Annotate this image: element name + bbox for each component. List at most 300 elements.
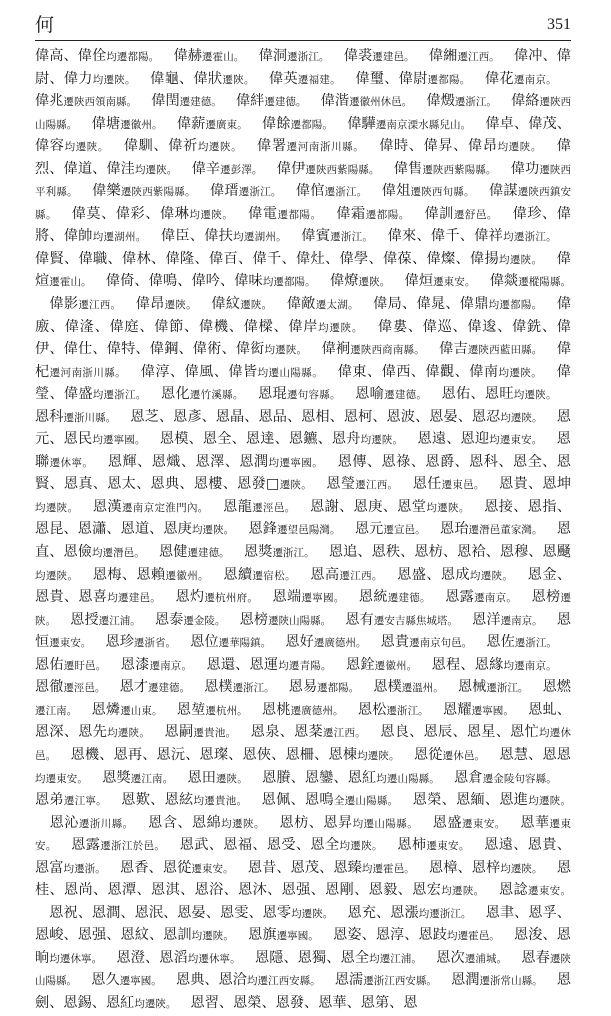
entry-names: 恩虬、恩深、恩先	[35, 701, 571, 741]
genealogy-entry	[255, 950, 422, 966]
genealogy-entry	[262, 770, 440, 786]
entry-names: 恩桂、恩尚、恩潭、恩淇、恩浴、恩沐、恩强、恩剛、恩毅、恩宏	[35, 859, 572, 899]
header-rule	[35, 40, 571, 41]
entry-migration-note: 遷徽州。	[165, 569, 209, 582]
genealogy-entry	[394, 161, 497, 177]
genealogy-entry	[35, 409, 116, 425]
entry-names: 偉莫、偉彩、偉琳	[71, 205, 190, 222]
entry-names: 恩華	[519, 814, 550, 831]
genealogy-entry	[210, 183, 282, 199]
entry-migration-note: 遷都陽。	[317, 682, 360, 695]
running-head-title: 何	[35, 14, 56, 36]
genealogy-entry	[301, 228, 373, 244]
entry-migration-note: 遷陝。	[240, 299, 273, 312]
entry-migration-note: 遷建德。	[147, 682, 190, 695]
genealogy-entry	[348, 905, 472, 921]
entry-migration-note: 遷浙江。	[514, 637, 557, 650]
entry-migration-note: 遷陝西旬縣。	[410, 186, 475, 199]
entry-migration-note: 遷涇邑。	[252, 501, 296, 514]
genealogy-entry	[381, 634, 473, 650]
entry-names: 恩梅、恩賴	[92, 566, 166, 583]
genealogy-entry	[445, 589, 517, 605]
entry-migration-note: 均遷陝。	[528, 795, 571, 808]
genealogy-entry	[176, 972, 321, 988]
entry-names: 恩芝、恩彥、恩晶、恩品、恩相、恩柯、恩波、恩晏、恩忍	[130, 408, 501, 425]
entry-migration-note: 遷盱邑。	[63, 659, 107, 672]
entry-migration-note: 遷東安。	[191, 862, 234, 875]
genealogy-entry	[432, 815, 505, 831]
entry-migration-note: 均遷山陽縣。	[376, 772, 440, 785]
entry-migration-note: 遷陝。	[222, 73, 255, 86]
genealogy-entry	[244, 544, 315, 560]
genealogy-entry	[105, 634, 176, 650]
entry-names: 偉裥	[321, 341, 351, 358]
entry-names: 偉龜、偉狀	[149, 70, 223, 87]
entry-migration-note: 遷江西。	[355, 479, 399, 492]
genealogy-entry	[248, 206, 322, 222]
entry-names: 恩獎	[102, 769, 131, 786]
entry-migration-note: 遷浙江。	[287, 51, 330, 63]
entry-migration-note: 遷江西。	[457, 51, 500, 63]
entry-migration-note: 遷陝。	[358, 276, 391, 289]
genealogy-entry	[256, 138, 364, 154]
entry-migration-note: 均遷都陽。	[262, 276, 316, 289]
genealogy-entry	[120, 679, 190, 695]
genealogy-entry	[240, 612, 332, 628]
entry-names: 恩堃	[176, 701, 206, 718]
entry-migration-note: 均遷寧國。	[268, 456, 324, 469]
entry-names: 恩劍、恩錫、恩紅	[35, 972, 572, 1011]
entry-names: 偉赫	[173, 48, 203, 64]
entry-names: 恩貴	[380, 634, 410, 651]
entry-names: 恩燐	[91, 701, 121, 718]
entry-names: 恩桃	[261, 701, 291, 718]
entry-migration-note: 均遷陝。	[221, 817, 265, 830]
entry-migration-note: 均遷陝。	[500, 862, 543, 875]
entry-migration-note: 遷句容縣。	[287, 389, 341, 402]
entry-migration-note: 遷寧國。	[471, 704, 514, 717]
entry-names: 偉塘	[91, 115, 121, 132]
entry-migration-note: 均遷東安。	[35, 772, 88, 785]
genealogy-entry	[387, 228, 556, 244]
entry-names: 恩沁	[49, 814, 79, 831]
entry-migration-note: 均遷陝。	[264, 344, 308, 357]
entry-migration-note: 遷浙江西安縣。	[363, 975, 437, 988]
entry-migration-note: 遷浦城。	[464, 952, 508, 965]
entry-names: 恩授	[70, 611, 99, 628]
entry-names: 偉影	[49, 296, 79, 313]
entry-names: 恩喻	[354, 386, 385, 403]
entry-names: 偉時、偉昇、偉昂	[378, 138, 498, 155]
entry-names: 恩良、恩辰、恩星、恩忙	[380, 724, 540, 741]
entry-migration-note: 遷東邑。	[441, 479, 485, 492]
genealogy-entry	[426, 93, 497, 109]
entry-names: 恩泉、恩棻	[250, 724, 323, 741]
genealogy-entry	[92, 183, 196, 199]
entry-migration-note: 均遷江浦。	[369, 952, 423, 965]
entry-names: 恩好	[285, 634, 314, 651]
entry-names: 偉廒、偉湰、偉庭、偉節、偉機、偉樑、偉岸	[35, 296, 572, 335]
entry-migration-note: 遷南京定淮門內。	[121, 501, 209, 514]
entry-migration-note: 遷竹溪縣。	[189, 389, 244, 402]
entry-migration-note: 遷宿松。	[252, 569, 296, 582]
entry-names: 恩佑、恩旺	[441, 386, 514, 403]
entry-names: 恩械	[457, 679, 487, 696]
genealogy-entry	[35, 48, 159, 64]
entry-names: 恩聿、恩孚、恩峻、恩强、恩紋、恩訓	[35, 904, 571, 944]
genealogy-entry	[190, 634, 271, 650]
entry-names: 恩姿、恩淳、恩跂	[333, 927, 448, 944]
genealogy-entry	[223, 499, 296, 515]
genealogy-entry	[161, 228, 287, 244]
genealogy-entry	[443, 702, 514, 718]
entry-migration-note: 遷彭澤。	[220, 163, 263, 176]
entry-migration-note: 遷寧國。	[119, 975, 162, 988]
genealogy-entry	[107, 454, 323, 470]
entry-names: 偉珍、偉將、偉帥	[35, 205, 571, 245]
entry-migration-note: 均遷休寧。	[49, 952, 103, 965]
entry-migration-note: 均遷陝。	[339, 840, 383, 853]
genealogy-entry	[310, 567, 383, 583]
entry-migration-note: 遷陝山陽縣。	[35, 952, 572, 988]
genealogy-entry	[382, 183, 475, 199]
entry-names: 偉冲、偉尉、偉力	[35, 48, 571, 87]
entry-names: 恩追、恩秩、恩枋、恩袷、恩穆、恩颾	[328, 544, 571, 561]
genealogy-entry	[262, 702, 344, 718]
entry-names: 恩鋒	[248, 521, 278, 538]
entry-names: 恩元	[354, 521, 384, 538]
genealogy-entry	[279, 815, 418, 831]
entry-migration-note: 遷浙省。	[133, 637, 176, 650]
entry-names: 恩慧、恩恩	[499, 746, 571, 763]
entry-migration-note: 遷陝西山陽縣。	[35, 96, 572, 131]
genealogy-entry	[35, 251, 542, 267]
entry-migration-note: 均遷陝。	[441, 885, 485, 898]
entry-names: 偉燎	[329, 273, 359, 290]
genealogy-entry	[310, 499, 470, 515]
entry-names: 恩才	[119, 679, 148, 696]
entry-migration-note: 遷建德。	[384, 389, 428, 402]
entry-names: 恩泰	[154, 611, 184, 628]
entry-migration-note: 遷都陽。	[365, 208, 410, 221]
entry-migration-note: 遷南京句邑。	[409, 637, 473, 650]
entry-names: 恩直、恩儉	[35, 521, 572, 561]
entry-migration-note: 均遷浙江。	[92, 389, 147, 402]
entry-names: 偉來、偉千、偉祥	[387, 228, 504, 245]
entry-names: 恩嗣	[164, 724, 194, 741]
entry-names: 恩枋、恩昇	[279, 814, 353, 831]
entry-names: 偉東、偉西、偉觀、偉南	[337, 363, 499, 380]
entry-names: 偉局、偉晁、偉鼎	[372, 296, 489, 313]
entry-names: 恩漆	[120, 656, 150, 673]
entry-names: 偉裘	[343, 48, 373, 64]
entry-migration-note: 遷南京。	[500, 614, 543, 627]
entry-names: 偉馴、偉祈	[123, 138, 198, 155]
entry-names: 偉絡	[511, 93, 540, 110]
entry-migration-note: 均遷陝。	[134, 997, 177, 1010]
entry-migration-note: 遷望邑陽灣。	[277, 524, 341, 537]
genealogy-entry	[269, 71, 341, 87]
entry-migration-note: 遷陝西藍田縣。	[467, 344, 543, 357]
entry-migration-note: 均遷山陽縣。	[352, 817, 419, 830]
entry-names: 恩榜	[531, 589, 561, 606]
entry-migration-note: 均遷陝。	[360, 434, 404, 447]
entry-names: 恩露	[70, 837, 101, 854]
entry-names: 偉功	[510, 160, 540, 177]
entry-migration-note: 遷東安。	[528, 885, 571, 898]
entry-names: 偉瑨	[209, 183, 239, 200]
entry-migration-note: 遷浙江。	[330, 231, 374, 244]
entry-migration-note: 遷金陵。	[183, 614, 226, 627]
genealogy-entry	[259, 48, 330, 64]
entry-names: 偉吉	[439, 341, 468, 358]
entry-migration-note: 遷都陽。	[290, 118, 333, 131]
entry-migration-note: 遷江西。	[322, 727, 366, 740]
genealogy-entry	[326, 476, 398, 492]
entry-migration-note: 遷山東。	[120, 704, 163, 717]
entry-names: 恩典、恩洽	[175, 972, 248, 989]
genealogy-entry	[458, 679, 528, 695]
entry-migration-note: 均遷浙江。	[503, 231, 557, 244]
entry-names: 恩科	[35, 408, 64, 425]
entry-migration-note: 遷浙江。	[272, 547, 315, 560]
entry-migration-note: 均遷建邑。	[107, 592, 161, 605]
entry-names: 偉兆	[35, 93, 64, 110]
entry-names: 偉緗	[428, 48, 458, 64]
genealogy-entry	[472, 612, 543, 628]
entry-migration-note: 均遷陝。	[92, 73, 136, 86]
entry-migration-note: 遷休邑。	[442, 749, 486, 762]
entry-migration-note: 遷陝西紫陽縣。	[120, 186, 196, 199]
genealogy-entry	[359, 589, 431, 605]
entry-names: 恩金、恩貴、恩喜	[35, 566, 572, 606]
entry-migration-note: 遷陝西紫陽縣。	[422, 163, 497, 176]
entry-migration-note: 遷太湖。	[315, 299, 359, 312]
genealogy-entry	[486, 634, 557, 650]
genealogy-entry	[397, 837, 470, 853]
entry-migration-note: 遷建德。	[264, 96, 307, 109]
genealogy-entry	[211, 296, 272, 312]
entry-names: 恩銓	[345, 656, 375, 673]
entry-names: 恩珆	[439, 521, 469, 538]
entry-names: 恩聯	[35, 431, 571, 470]
entry-migration-note: 遷建德。	[187, 547, 230, 560]
entry-migration-note: 遷陝。	[164, 299, 197, 312]
genealogy-entry	[177, 702, 248, 718]
entry-names: 恩諗	[498, 882, 529, 899]
entry-migration-note: 遷徽州。	[374, 659, 418, 672]
genealogy-entry	[451, 972, 543, 988]
entry-names: 偉謀	[488, 183, 518, 200]
genealogy-entry	[130, 409, 542, 425]
entry-migration-note: 遷陝西紫陽縣。	[305, 163, 380, 176]
genealogy-entry	[173, 48, 244, 64]
genealogy-entry	[93, 499, 209, 515]
entry-migration-note: 遷寧國。	[276, 930, 319, 943]
entry-names: 恩傳、恩祿、恩爵、恩科、恩全、恩賢、恩真、恩太、恩典、恩樓、恩發□	[35, 453, 571, 493]
genealogy-entry	[436, 950, 507, 966]
entry-migration-note: 遷樅陽縣。	[518, 276, 572, 289]
entry-names: 恩盛	[432, 814, 462, 831]
genealogy-entry	[49, 905, 333, 921]
entry-migration-note: 均遷陝。	[64, 141, 110, 154]
genealogy-entry	[206, 657, 331, 673]
genealogy-entry	[136, 296, 197, 312]
entry-names: 偉閏	[151, 93, 180, 110]
entry-migration-note: 均遷貴池。	[193, 795, 248, 808]
entry-migration-note: 均遷休寧。	[187, 952, 241, 965]
entry-names: 恩弟	[35, 792, 64, 809]
entry-names: 偉辛	[191, 160, 221, 177]
entry-names: 恩還、恩運	[206, 656, 279, 673]
entry-migration-note: 均遷東安。	[489, 434, 543, 447]
entry-migration-note: 遷都陽。	[277, 208, 322, 221]
entry-names: 恩昔、恩茂、恩臻	[247, 859, 362, 876]
genealogy-entry	[345, 612, 458, 628]
genealogy-entry	[148, 815, 265, 831]
genealogy-entry	[35, 792, 107, 808]
entry-migration-note: 遷貴池。	[193, 727, 237, 740]
entry-migration-note: 均遷陝。	[191, 930, 234, 943]
genealogy-entry	[70, 612, 141, 628]
entry-migration-note: 均遷湖州。	[92, 231, 147, 244]
entry-names: 恩灼	[175, 589, 205, 606]
genealogy-entry	[289, 679, 359, 695]
entry-migration-note: 均遷陝。	[357, 749, 400, 762]
genealogy-entry	[159, 544, 230, 560]
entry-migration-note: 遷安吉縣焦城塔。	[373, 614, 458, 627]
entry-names: 偉倚、偉鳴、偉吟、偉味	[105, 273, 263, 290]
entry-migration-note: 遷寧國。	[301, 592, 345, 605]
entry-migration-note: 均遷陝。	[134, 163, 178, 176]
genealogy-entry	[236, 93, 307, 109]
page-number: 351	[547, 16, 571, 33]
genealogy-entry	[346, 657, 418, 673]
entry-names: 偉璽、偉尉	[355, 70, 428, 87]
entry-names: 恩旗	[248, 927, 277, 944]
entry-migration-note: 遷江南。	[130, 772, 174, 785]
entry-migration-note: 均遷陝。	[197, 141, 243, 154]
genealogy-entry	[140, 364, 323, 380]
genealogy-entry	[204, 679, 274, 695]
entry-migration-note: 遷浙江。	[238, 186, 282, 199]
entry-names: 偉薪	[176, 115, 206, 132]
entry-names: 偉餘	[261, 115, 291, 132]
entry-names: 恩倉	[454, 769, 483, 786]
entry-names: 恩琨	[257, 386, 287, 403]
entry-migration-note: 遷河南浙川縣。	[49, 366, 127, 379]
genealogy-entry	[35, 93, 137, 109]
genealogy-entry	[296, 183, 368, 199]
genealogy-entry	[248, 860, 415, 876]
entry-migration-note: 遷浙江。	[486, 682, 529, 695]
entry-migration-note: 遷溫州。	[401, 682, 444, 695]
entry-migration-note: 遷華陽鎮。	[218, 637, 272, 650]
entry-names: 偉煊	[35, 250, 571, 290]
entry-names: 偉署	[256, 138, 287, 155]
entry-names: 恩端	[272, 589, 302, 606]
entry-migration-note: 遷浙江於邑。	[100, 840, 166, 853]
genealogy-entry	[337, 364, 542, 380]
entry-names: 恩潤	[451, 972, 480, 989]
entry-migration-note: 遷徽州休邑。	[349, 96, 413, 109]
genealogy-entry	[490, 273, 571, 289]
entry-names: 恩易	[288, 679, 318, 696]
genealogy-entry	[71, 837, 165, 853]
entry-migration-note: 遷江浦。	[98, 614, 141, 627]
entry-migration-note: 遷陝西鎮安縣。	[35, 186, 572, 221]
genealogy-entry	[285, 634, 366, 650]
entry-migration-note: 遷舒邑。	[453, 208, 498, 221]
entry-migration-note: 均遷潛邑。	[91, 547, 145, 560]
genealogy-entry	[413, 792, 571, 808]
entry-migration-note: 均遷陝。	[189, 208, 234, 221]
entry-names: 偉敵	[286, 296, 316, 313]
entry-names: 偉昂	[135, 296, 165, 313]
entry-names: 偉烜	[404, 273, 434, 290]
entry-migration-note: 均遷陝。	[469, 569, 514, 582]
genealogy-entry	[192, 161, 263, 177]
entry-migration-note: 遷廣德州。	[313, 637, 367, 650]
genealogy-entry	[272, 589, 344, 605]
entry-names: 恩洋	[472, 611, 501, 628]
entry-names: 恩賸、恩鑾、恩紅	[261, 769, 377, 786]
genealogy-entry	[116, 950, 240, 966]
entry-migration-note: 遷浙川縣。	[78, 817, 134, 830]
entry-migration-note: 遷徽州。	[120, 118, 163, 131]
entry-migration-note: 遷潛邑董家灣。	[468, 524, 543, 537]
genealogy-entry	[93, 567, 209, 583]
entry-names: 恩輝、恩熾、恩澤、恩潤	[107, 453, 269, 470]
entry-names: 偉售	[393, 160, 423, 177]
entry-names: 恩程、恩緣	[431, 656, 504, 673]
entry-migration-note: 遷南京。	[513, 73, 557, 86]
entry-migration-note: 遷建邑。	[372, 51, 415, 63]
entry-names: 恩樟、恩梓	[428, 859, 501, 876]
entry-names: 恩久	[91, 972, 120, 989]
entry-migration-note: 遷河南浙川縣。	[286, 141, 365, 154]
entry-names: 偉臣、偉扶	[160, 228, 234, 245]
genealogy-entry	[92, 116, 163, 132]
entry-migration-note: 遷浙常山縣。	[479, 975, 543, 988]
entry-names: 恩統	[358, 589, 388, 606]
entry-names: 恩續	[223, 566, 253, 583]
entry-migration-note: 遷浙川縣。	[63, 411, 117, 424]
entry-names: 恩位	[190, 634, 219, 651]
entry-migration-note: 均遷霍邑。	[447, 930, 500, 943]
entry-migration-note: 遷東安。	[49, 637, 92, 650]
entry-migration-note: 遷休寧。	[49, 456, 94, 469]
entry-names: 恩模、恩全、恩達、恩鑣、恩舟	[159, 431, 361, 448]
entry-names: 恩漢	[92, 498, 122, 515]
genealogy-entry	[71, 206, 233, 222]
genealogy-entry	[150, 71, 255, 87]
entry-migration-note: 均遷陝。	[426, 501, 470, 514]
entry-migration-note: 遷南京。	[474, 592, 518, 605]
entry-migration-note: 遷建德。	[179, 96, 222, 109]
genealogy-entry	[248, 927, 319, 943]
entry-names: 偉淳、偉風、偉皆	[140, 363, 258, 380]
entry-names: 恩從	[413, 746, 443, 763]
genealogy-entry	[321, 341, 424, 357]
entry-names: 恩香、恩從	[119, 859, 192, 876]
entry-names: 偉紋	[211, 296, 241, 313]
entry-names: 偉花	[484, 70, 514, 87]
entry-names: 偉高、偉佺	[35, 48, 107, 64]
entry-names: 恩佩、恩鳴	[261, 792, 334, 809]
entry-migration-note: 遷廣德州。	[290, 704, 344, 717]
entry-names: 恩習、恩榮、恩發、恩華、恩第、恩	[190, 994, 418, 1011]
